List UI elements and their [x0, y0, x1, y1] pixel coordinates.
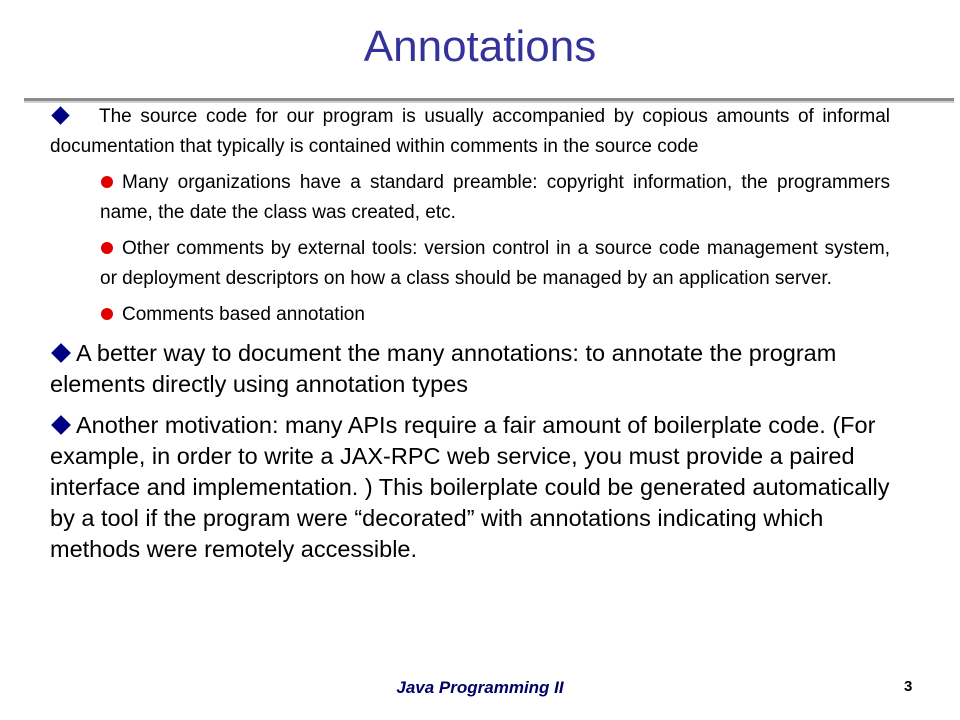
bullet-item	[50, 338, 890, 400]
footer-title: Java Programming II	[396, 678, 564, 697]
sub-bullet-text: Other comments by external tools: version control in a source code management system, or deployment descriptors on how a class should be managed by an application server.	[100, 238, 890, 289]
page-number: 3	[904, 678, 913, 695]
sub-bullet-item	[100, 234, 890, 294]
slide-title: Annotations	[363, 22, 597, 71]
slide-content	[50, 102, 890, 565]
sub-bullet-item	[100, 168, 890, 228]
bullet-item	[50, 410, 890, 565]
dot-bullet-icon	[101, 176, 113, 188]
bullet-text: Another motivation: many APIs require a fair amount of boilerplate code. (For example, in order to write a JAX-RPC web service, you must provide a paired interface and implementation. ) This boilerplate could be generated automatically by a tool if the program were “decorated” with annotations indicating which methods were remotely accessible.	[50, 412, 890, 562]
diamond-bullet-icon	[51, 343, 71, 363]
sub-bullet-text: Comments based annotation	[122, 304, 365, 325]
diamond-bullet-icon	[51, 107, 69, 125]
sub-bullet-text: Many organizations have a standard preamble: copyright information, the programmers name, the date the class was created, etc.	[100, 172, 890, 223]
dot-bullet-icon	[101, 308, 113, 320]
sub-bullet-item	[100, 300, 890, 330]
dot-bullet-icon	[101, 242, 113, 254]
diamond-bullet-icon	[51, 415, 71, 435]
bullet-text: The source code for our program is usually accompanied by copious amounts of informal documentation that typically is contained within comments in the source code	[50, 106, 890, 157]
bullet-text: A better way to document the many annotations: to annotate the program elements directly using annotation types	[50, 340, 837, 397]
bullet-item	[50, 102, 890, 162]
